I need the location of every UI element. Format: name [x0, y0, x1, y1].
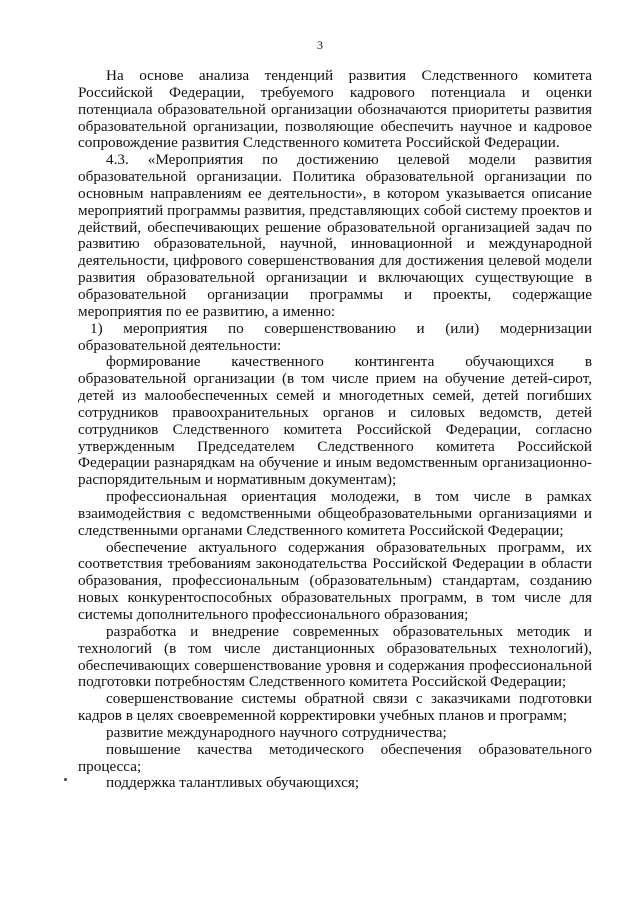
- scan-speck: [64, 778, 67, 781]
- paragraph-section-4-3: 4.3. «Мероприятия по достижению целевой модели развития образовательной организации. Политика образовательной организации по основным направлениям ее деятельности», в котором указывается описание мероприятий программы развития, представляющих собой систему проектов и действий, обеспечивающих решение образовательной организацией задач по развитию образовательной, научной, инновационной и международной деятельности, цифрового совершенствования для достижения целевой модели развития образовательной организации и включающих существующие в образовательной организации программы и проекты, содержащие мероприятия по ее развитию, а именно:: [78, 151, 592, 320]
- list-item: повышение качества методического обеспечения образовательного процесса;: [78, 740, 592, 775]
- list-item: профессиональная ориентация молодежи, в том числе в рамках взаимодействия с ведомственными общеобразовательными организациями и следственными органами Следственного комитета Российской Федерации;: [78, 488, 592, 539]
- page-number: 3: [317, 38, 323, 52]
- paragraph-priorities: На основе анализа тенденций развития Следственного комитета Российской Федерации, требуемого кадрового потенциала и оценки потенциала образовательной организации обозначаются приоритеты развития образовательной организации, позволяющие обеспечить научное и кадровое сопровождение развития Следственного комитета Российской Федерации.: [78, 67, 592, 152]
- list-item: обеспечение актуального содержания образовательных программ, их соответствия требованиям законодательства Российской Федерации в области образования, профессиональным (образовательным) стандартам, созданию новых конкурентоспособных образовательных программ, в том числе для системы дополнительного профессионального образования;: [78, 538, 592, 623]
- list-item: формирование качественного контингента обучающихся в образовательной организации (в том числе прием на обучение детей-сирот, детей из малообеспеченных семей и многодетных семей, детей погибших сотрудников правоохранительных органов и силовых ведомств, детей сотрудников Следственного комитета Российской Федерации, согласно утвержденным Председателем Следственного комитета Российской Федерации разнарядкам на обучение и иным ведомственным организационно-распорядительным и нормативным документам);: [78, 353, 592, 489]
- paragraph-item-1: 1) мероприятия по совершенствованию и (или) модернизации образовательной деятельности:: [78, 319, 592, 354]
- list-item: развитие международного научного сотрудничества;: [106, 723, 447, 741]
- document-body: [78, 68, 592, 792]
- list-item: поддержка талантливых обучающихся;: [106, 774, 360, 792]
- list-item: разработка и внедрение современных образовательных методик и технологий (в том числе дистанционных образовательных технологий), обеспечивающих совершенствование уровня и содержания профессиональной подготовки потребностям Следственного комитета Российской Федерации;: [78, 622, 592, 691]
- list-item: совершенствование системы обратной связи с заказчиками подготовки кадров в целях своевременной корректировки учебных планов и программ;: [78, 690, 592, 725]
